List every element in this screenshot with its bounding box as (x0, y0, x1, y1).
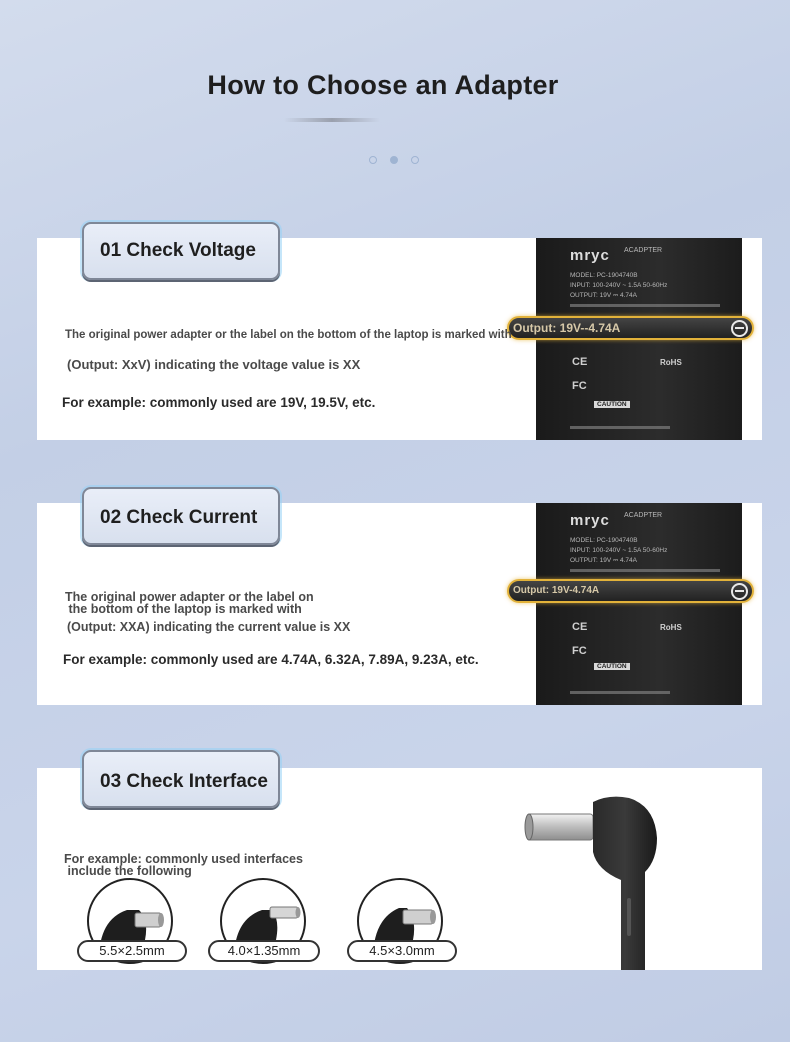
output-highlight (507, 579, 754, 603)
label-adapter: ACADPTER (624, 247, 663, 254)
current-text-2: the bottom of the laptop is marked with (65, 602, 302, 616)
interface-heading: 03 Check Interface (100, 771, 268, 792)
plug-size-label: 4.0×1.35mm (208, 940, 320, 962)
label-output: OUTPUT: 19V ⎓ 4.74A (570, 292, 637, 299)
label-line-bottom (570, 426, 670, 429)
adapter-plug-photo (517, 788, 707, 970)
label-input: INPUT: 100-240V ~ 1.5A 50-60Hz (570, 282, 668, 289)
cert-ce: CE (572, 621, 588, 633)
carousel-dot-2[interactable] (390, 156, 398, 164)
cert-fc: FC (572, 645, 587, 657)
current-text-1: The original power adapter or the label on (65, 590, 314, 604)
label-input: INPUT: 100-240V ~ 1.5A 50-60Hz (570, 547, 668, 554)
plug-size-label: 5.5×2.5mm (77, 940, 187, 962)
cert-rohs: RoHS (660, 358, 682, 367)
output-highlight (507, 316, 754, 340)
voltage-text-1: The original power adapter or the label on the bottom of the laptop is marked with (65, 329, 512, 341)
label-line (570, 304, 720, 307)
cert-fc: FC (572, 380, 587, 392)
interface-text-1: For example: commonly used interfaces (64, 852, 303, 866)
output-highlight-text: Output: 19V--4.74A (513, 321, 621, 335)
output-highlight-text: Output: 19V-4.74A (513, 585, 600, 596)
current-text-3: (Output: XXA) indicating the current value is XX (67, 620, 351, 634)
label-caution: CAUTION (594, 401, 630, 408)
cert-rohs: RoHS (660, 623, 682, 632)
label-caution: CAUTION (594, 663, 630, 670)
label-output: OUTPUT: 19V ⎓ 4.74A (570, 557, 637, 564)
page-title: How to Choose an Adapter (207, 70, 559, 100)
carousel-dots (369, 156, 419, 164)
label-brand: mryc (570, 512, 610, 529)
current-example: For example: commonly used are 4.74A, 6.32A, 7.89A, 9.23A, etc. (63, 652, 479, 667)
current-heading: 02 Check Current (100, 507, 258, 528)
voltage-example: For example: commonly used are 19V, 19.5V, etc. (62, 395, 376, 410)
label-line-bottom (570, 691, 670, 694)
label-brand: mryc (570, 247, 610, 264)
voltage-badge (82, 222, 280, 280)
carousel-dot-1[interactable] (369, 156, 377, 164)
carousel-dot-3[interactable] (411, 156, 419, 164)
title-underline (284, 118, 380, 122)
minus-circle-icon (731, 320, 748, 337)
interface-text-2: include the following (64, 864, 192, 878)
label-model: MODEL: PC-1904740B (570, 272, 638, 279)
minus-circle-icon (731, 583, 748, 600)
label-adapter: ACADPTER (624, 512, 663, 519)
cert-ce: CE (572, 356, 588, 368)
voltage-text-2: (Output: XxV) indicating the voltage value is XX (67, 357, 361, 372)
adapter-label-photo (536, 503, 742, 705)
voltage-heading: 01 Check Voltage (100, 240, 256, 261)
interface-badge (82, 750, 280, 808)
plug-size-label: 4.5×3.0mm (347, 940, 457, 962)
label-line (570, 569, 720, 572)
label-model: MODEL: PC-1904740B (570, 537, 638, 544)
current-badge (82, 487, 280, 545)
